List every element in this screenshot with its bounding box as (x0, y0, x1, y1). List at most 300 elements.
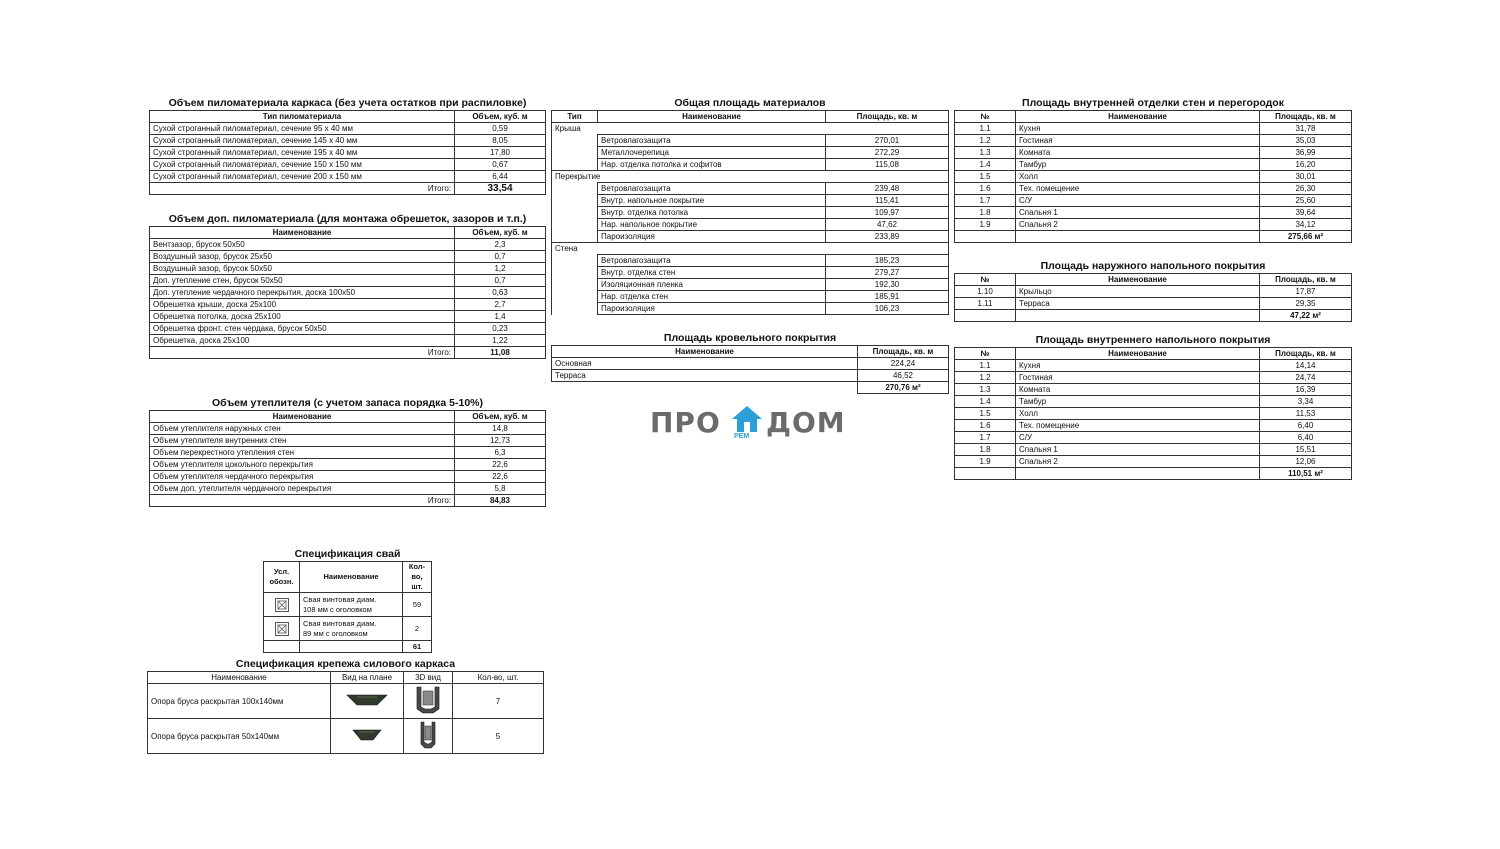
value-cell: 233,89 (826, 231, 949, 243)
col-header: Площадь, кв. м (826, 111, 949, 123)
blank-cell (552, 279, 598, 291)
table-row (150, 147, 546, 159)
name-cell: Доп. утепление стен, брусок 50x50 (150, 275, 455, 287)
table-row (150, 135, 546, 147)
blank-cell (552, 183, 598, 195)
table-row (148, 719, 544, 754)
roofing-title: Площадь кровельного покрытия (663, 332, 837, 344)
number-cell: 1.8 (955, 207, 1016, 219)
extra-lumber-rows (150, 239, 546, 347)
value-cell: 46,52 (858, 370, 949, 382)
total-value: 84,83 (455, 495, 546, 507)
name-cell: Объем доп. утеплителя чердачного перекрытия (150, 483, 455, 495)
group-type-cell: Крыша (552, 123, 949, 135)
house-icon (730, 404, 764, 434)
name-cell: Тамбур (1016, 396, 1260, 408)
table-row (955, 360, 1352, 372)
value-cell: 115,08 (826, 159, 949, 171)
name-line: Свая винтовая диам. (303, 594, 377, 604)
value-cell: 224,24 (858, 358, 949, 370)
table-row (150, 275, 546, 287)
bracket-3d-icon (411, 685, 445, 715)
plan-view-cell (331, 719, 404, 754)
name-line: Свая винтовая диам. (303, 618, 377, 628)
table-row (955, 384, 1352, 396)
value-cell: 25,60 (1260, 195, 1352, 207)
total-value: 270,76 м² (858, 382, 949, 394)
value-cell: 6,40 (1260, 432, 1352, 444)
outer-floor-title: Площадь наружного напольного покрытия (1040, 260, 1266, 272)
value-cell: 0,63 (455, 287, 546, 299)
table-row (150, 299, 546, 311)
name-cell: С/У (1016, 195, 1260, 207)
blank-cell (1016, 231, 1260, 243)
table-row (552, 147, 949, 159)
value-cell: 47,62 (826, 219, 949, 231)
name-cell: Сухой строганный пиломатериал, сечение 195 x 40 мм (150, 147, 455, 159)
blank-cell (955, 231, 1016, 243)
wall-finish-rows (955, 123, 1352, 231)
name-cell: Объем перекрестного утепления стен (150, 447, 455, 459)
name-cell: Внутр. отделка стен (598, 267, 826, 279)
table-row (955, 219, 1352, 231)
wall-finish-block (954, 97, 1352, 243)
name-cell: Спальня 2 (1016, 456, 1260, 468)
name-cell: Изоляционная пленка (598, 279, 826, 291)
name-cell: Гостиная (1016, 372, 1260, 384)
value-cell: 34,12 (1260, 219, 1352, 231)
name-cell: Терраса (552, 370, 858, 382)
value-cell: 14,14 (1260, 360, 1352, 372)
inner-floor-block (954, 334, 1352, 480)
name-cell: Опора бруса раскрытая 50x140мм (148, 719, 331, 754)
number-cell: 1.7 (955, 432, 1016, 444)
total-value: 47,22 м² (1260, 310, 1352, 322)
name-cell: Нар. напольное покрытие (598, 219, 826, 231)
value-cell: 6,40 (1260, 420, 1352, 432)
name-cell: Воздушный зазор, брусок 25x50 (150, 251, 455, 263)
plan-view-cell (331, 684, 404, 719)
extra-lumber-table (149, 226, 546, 359)
table-row (150, 239, 546, 251)
blank-cell (955, 468, 1016, 480)
name-cell: Комната (1016, 384, 1260, 396)
col-header: Тип пиломатериала (150, 111, 455, 123)
bracket-3d-icon (411, 720, 445, 750)
name-cell: Ветровлагозащита (598, 255, 826, 267)
table-row (150, 311, 546, 323)
col-header: № (955, 348, 1016, 360)
blank-cell (552, 303, 598, 315)
name-cell: Обрешетка потолка, доска 25x100 (150, 311, 455, 323)
name-cell: Доп. утепление чердачного перекрытия, доска 100x50 (150, 287, 455, 299)
blank-cell (552, 267, 598, 279)
name-cell: Крыльцо (1016, 286, 1260, 298)
table-row (150, 159, 546, 171)
qty-cell: 7 (453, 684, 544, 719)
number-cell: 1.5 (955, 408, 1016, 420)
name-cell: Спальня 1 (1016, 444, 1260, 456)
col-header: Площадь, кв. м (1260, 274, 1352, 286)
col-header: Кол-во, шт. (453, 672, 544, 684)
piles-block (263, 548, 432, 653)
name-line: 89 мм с оголовком (303, 628, 368, 638)
value-cell: 14,8 (455, 423, 546, 435)
group-row (552, 243, 949, 255)
name-cell: Пароизоляция (598, 231, 826, 243)
value-cell: 36,99 (1260, 147, 1352, 159)
table-row (552, 207, 949, 219)
table-row (955, 372, 1352, 384)
col-header: Площадь, кв. м (1260, 111, 1352, 123)
value-cell: 16,20 (1260, 159, 1352, 171)
value-cell: 16,39 (1260, 384, 1352, 396)
table-row (150, 287, 546, 299)
number-cell: 1.7 (955, 195, 1016, 207)
name-cell: Внутр. отделка потолка (598, 207, 826, 219)
value-cell: 17,87 (1260, 286, 1352, 298)
value-cell: 3,34 (1260, 396, 1352, 408)
number-cell: 1.3 (955, 384, 1016, 396)
col-header: Наименование (598, 111, 826, 123)
value-cell: 12,73 (455, 435, 546, 447)
value-cell: 31,78 (1260, 123, 1352, 135)
inner-floor-rows (955, 360, 1352, 468)
roofing-rows (552, 358, 949, 382)
col-header: Наименование (150, 227, 455, 239)
bracket-plan-icon (345, 727, 389, 743)
outer-floor-block (954, 260, 1352, 322)
fasteners-table (147, 671, 544, 754)
blank-cell (552, 231, 598, 243)
table-row (955, 444, 1352, 456)
name-cell: Внутр. напольное покрытие (598, 195, 826, 207)
materials-rows (552, 123, 949, 315)
name-cell: Сухой строганный пиломатериал, сечение 145 x 40 мм (150, 135, 455, 147)
value-cell: 0,67 (455, 159, 546, 171)
name-cell: Холл (1016, 171, 1260, 183)
name-cell: Терраса (1016, 298, 1260, 310)
number-cell: 1.4 (955, 159, 1016, 171)
blank-cell (552, 291, 598, 303)
view-3d-cell (404, 684, 453, 719)
value-cell: 22,6 (455, 471, 546, 483)
piles-table (263, 561, 432, 653)
table-row (955, 408, 1352, 420)
blank-cell (552, 382, 858, 394)
roofing-block (551, 332, 949, 394)
qty-cell: 59 (403, 593, 432, 617)
group-row (552, 171, 949, 183)
total-value: 110,51 м² (1260, 468, 1352, 480)
insulation-rows (150, 423, 546, 495)
col-header: Объем, куб. м (455, 227, 546, 239)
insulation-title: Объем утеплителя (с учетом запаса порядка 5-10%) (211, 397, 484, 409)
materials-title: Общая площадь материалов (674, 97, 826, 109)
value-cell: 29,35 (1260, 298, 1352, 310)
value-cell: 2,3 (455, 239, 546, 251)
name-cell: Объем утеплителя чердачного перекрытия (150, 471, 455, 483)
value-cell: 279,27 (826, 267, 949, 279)
table-row (955, 298, 1352, 310)
table-row (264, 593, 432, 617)
value-cell: 12,06 (1260, 456, 1352, 468)
value-cell: 272,29 (826, 147, 949, 159)
inner-floor-table (954, 347, 1352, 480)
table-row (552, 195, 949, 207)
number-cell: 1.6 (955, 420, 1016, 432)
frame-lumber-title: Объем пиломатериала каркаса (без учета остатков при распиловке) (168, 97, 527, 109)
materials-block (551, 97, 949, 315)
frame-lumber-block (149, 97, 546, 195)
extra-lumber-title: Объем доп. пиломатериала (для монтажа обрешеток, зазоров и т.п.) (168, 213, 527, 225)
table-row (264, 617, 432, 641)
total-label: Итого: (150, 347, 455, 359)
name-cell: Тех. помещение (1016, 420, 1260, 432)
frame-lumber-rows (150, 123, 546, 183)
name-cell (300, 617, 403, 641)
value-cell: 17,80 (455, 147, 546, 159)
table-row (150, 423, 546, 435)
table-row (955, 207, 1352, 219)
col-header: Площадь, кв. м (1260, 348, 1352, 360)
col-header: Наименование (552, 346, 858, 358)
col-header: Наименование (1016, 274, 1260, 286)
table-row (552, 219, 949, 231)
total-value: 33,54 (455, 183, 546, 195)
materials-table (551, 110, 949, 315)
col-header: Объем, куб. м (455, 111, 546, 123)
value-cell: 0,7 (455, 275, 546, 287)
outer-floor-rows (955, 286, 1352, 310)
table-row (150, 335, 546, 347)
name-cell: Обрешетка, доска 25x100 (150, 335, 455, 347)
table-row (150, 251, 546, 263)
number-cell: 1.8 (955, 444, 1016, 456)
total-value: 61 (403, 641, 432, 653)
blank-cell (552, 159, 598, 171)
blank-cell (552, 219, 598, 231)
table-row (552, 303, 949, 315)
value-cell: 1,22 (455, 335, 546, 347)
piles-title: Спецификация свай (294, 548, 401, 560)
number-cell: 1.5 (955, 171, 1016, 183)
table-row (150, 263, 546, 275)
name-line: 108 мм с оголовком (303, 604, 372, 614)
value-cell: 0,7 (455, 251, 546, 263)
name-cell: Комната (1016, 147, 1260, 159)
name-cell: Спальня 2 (1016, 219, 1260, 231)
inner-floor-title: Площадь внутреннего напольного покрытия (1035, 334, 1271, 346)
name-cell: Спальня 1 (1016, 207, 1260, 219)
total-value: 275,66 м² (1260, 231, 1352, 243)
fasteners-title: Спецификация крепежа силового каркаса (235, 658, 456, 670)
qty-cell: 2 (403, 617, 432, 641)
blank-cell (552, 255, 598, 267)
table-row (552, 358, 949, 370)
table-row (955, 396, 1352, 408)
col-header: Усл. обозн. (264, 562, 300, 593)
name-cell: Нар. отделка стен (598, 291, 826, 303)
group-row (552, 123, 949, 135)
col-header: Наименование (1016, 348, 1260, 360)
value-cell: 0,59 (455, 123, 546, 135)
value-cell: 5,8 (455, 483, 546, 495)
table-row (955, 456, 1352, 468)
name-cell: Объем утеплителя внутренних стен (150, 435, 455, 447)
wall-finish-table (954, 110, 1352, 243)
value-cell: 30,01 (1260, 171, 1352, 183)
table-row (150, 459, 546, 471)
value-cell: 106,23 (826, 303, 949, 315)
number-cell: 1.1 (955, 123, 1016, 135)
value-cell: 15,51 (1260, 444, 1352, 456)
name-cell: Холл (1016, 408, 1260, 420)
view-3d-cell (404, 719, 453, 754)
group-type-cell: Стена (552, 243, 949, 255)
col-header: 3D вид (404, 672, 453, 684)
extra-lumber-block (149, 213, 546, 359)
value-cell: 35,03 (1260, 135, 1352, 147)
table-row (150, 447, 546, 459)
name-cell: Кухня (1016, 360, 1260, 372)
number-cell: 1.6 (955, 183, 1016, 195)
number-cell: 1.9 (955, 219, 1016, 231)
number-cell: 1.3 (955, 147, 1016, 159)
insulation-table (149, 410, 546, 507)
col-header: Наименование (1016, 111, 1260, 123)
name-cell: Тамбур (1016, 159, 1260, 171)
name-cell: Тех. помещение (1016, 183, 1260, 195)
fasteners-block (147, 658, 544, 754)
value-cell: 24,74 (1260, 372, 1352, 384)
symbol-cell (264, 593, 300, 617)
blank-cell (300, 641, 403, 653)
logo-text-right: ДОМ (766, 406, 846, 439)
name-cell (300, 593, 403, 617)
table-row (955, 183, 1352, 195)
name-cell: Обрешетка крыши, доска 25x100 (150, 299, 455, 311)
value-cell: 109,97 (826, 207, 949, 219)
name-cell: Гостиная (1016, 135, 1260, 147)
outer-floor-table (954, 273, 1352, 322)
value-cell: 1,4 (455, 311, 546, 323)
table-row (955, 286, 1352, 298)
name-cell: Объем утеплителя цокольного перекрытия (150, 459, 455, 471)
value-cell: 8,05 (455, 135, 546, 147)
total-label: Итого: (150, 495, 455, 507)
number-cell: 1.11 (955, 298, 1016, 310)
table-row (955, 159, 1352, 171)
table-row (955, 135, 1352, 147)
table-row (552, 183, 949, 195)
value-cell: 115,41 (826, 195, 949, 207)
symbol-cell (264, 617, 300, 641)
table-row (955, 147, 1352, 159)
col-header: Наименование (150, 411, 455, 423)
table-row (150, 483, 546, 495)
insulation-block (149, 397, 546, 507)
blank-cell (552, 195, 598, 207)
qty-cell: 5 (453, 719, 544, 754)
value-cell: 239,48 (826, 183, 949, 195)
blank-cell (1016, 468, 1260, 480)
value-cell: 270,01 (826, 135, 949, 147)
table-row (955, 420, 1352, 432)
logo-sub-text: РЕМ (734, 433, 750, 440)
col-header: Кол-во, шт. (403, 562, 432, 593)
logo-text-left: ПРО (650, 406, 721, 439)
col-header: Наименование (148, 672, 331, 684)
number-cell: 1.9 (955, 456, 1016, 468)
number-cell: 1.4 (955, 396, 1016, 408)
blank-cell (552, 135, 598, 147)
pile-symbol-icon (275, 598, 289, 612)
blank-cell (1016, 310, 1260, 322)
col-header: Площадь, кв. м (858, 346, 949, 358)
col-header: Объем, куб. м (455, 411, 546, 423)
value-cell: 11,53 (1260, 408, 1352, 420)
table-row (552, 370, 949, 382)
name-cell: Воздушный зазор, брусок 50x50 (150, 263, 455, 275)
name-cell: Пароизоляция (598, 303, 826, 315)
col-header: № (955, 111, 1016, 123)
number-cell: 1.10 (955, 286, 1016, 298)
name-cell: Сухой строганный пиломатериал, сечение 95 x 40 мм (150, 123, 455, 135)
col-header: Наименование (300, 562, 403, 593)
blank-cell (552, 147, 598, 159)
table-row (552, 231, 949, 243)
value-cell: 0,23 (455, 323, 546, 335)
total-value: 11,08 (455, 347, 546, 359)
table-row (955, 195, 1352, 207)
blank-cell (264, 641, 300, 653)
table-row (148, 684, 544, 719)
number-cell: 1.2 (955, 372, 1016, 384)
name-cell: Вентзазор, брусок 50x50 (150, 239, 455, 251)
value-cell: 22,6 (455, 459, 546, 471)
name-cell: Сухой строганный пиломатериал, сечение 150 x 150 мм (150, 159, 455, 171)
name-cell: Кухня (1016, 123, 1260, 135)
frame-lumber-table (149, 110, 546, 195)
name-cell: Объем утеплителя наружных стен (150, 423, 455, 435)
value-cell: 39,64 (1260, 207, 1352, 219)
value-cell: 6,3 (455, 447, 546, 459)
name-cell: Сухой строганный пиломатериал, сечение 200 x 150 мм (150, 171, 455, 183)
table-row (552, 267, 949, 279)
name-cell: Основная (552, 358, 858, 370)
blank-cell (955, 310, 1016, 322)
value-cell: 192,30 (826, 279, 949, 291)
value-cell: 1,2 (455, 263, 546, 275)
table-row (955, 123, 1352, 135)
table-row (150, 123, 546, 135)
table-row (955, 432, 1352, 444)
value-cell: 2,7 (455, 299, 546, 311)
wall-finish-title: Площадь внутренней отделки стен и перегородок (1022, 97, 1284, 109)
number-cell: 1.2 (955, 135, 1016, 147)
value-cell: 26,30 (1260, 183, 1352, 195)
table-row (552, 255, 949, 267)
name-cell: Обрешетка фронт. стен чердака, брусок 50x50 (150, 323, 455, 335)
group-type-cell: Перекрытие (552, 171, 949, 183)
name-cell: Металлочерепица (598, 147, 826, 159)
table-row (150, 471, 546, 483)
col-header: Тип (552, 111, 598, 123)
name-cell: Опора бруса раскрытая 100x140мм (148, 684, 331, 719)
table-row (552, 135, 949, 147)
col-header: № (955, 274, 1016, 286)
